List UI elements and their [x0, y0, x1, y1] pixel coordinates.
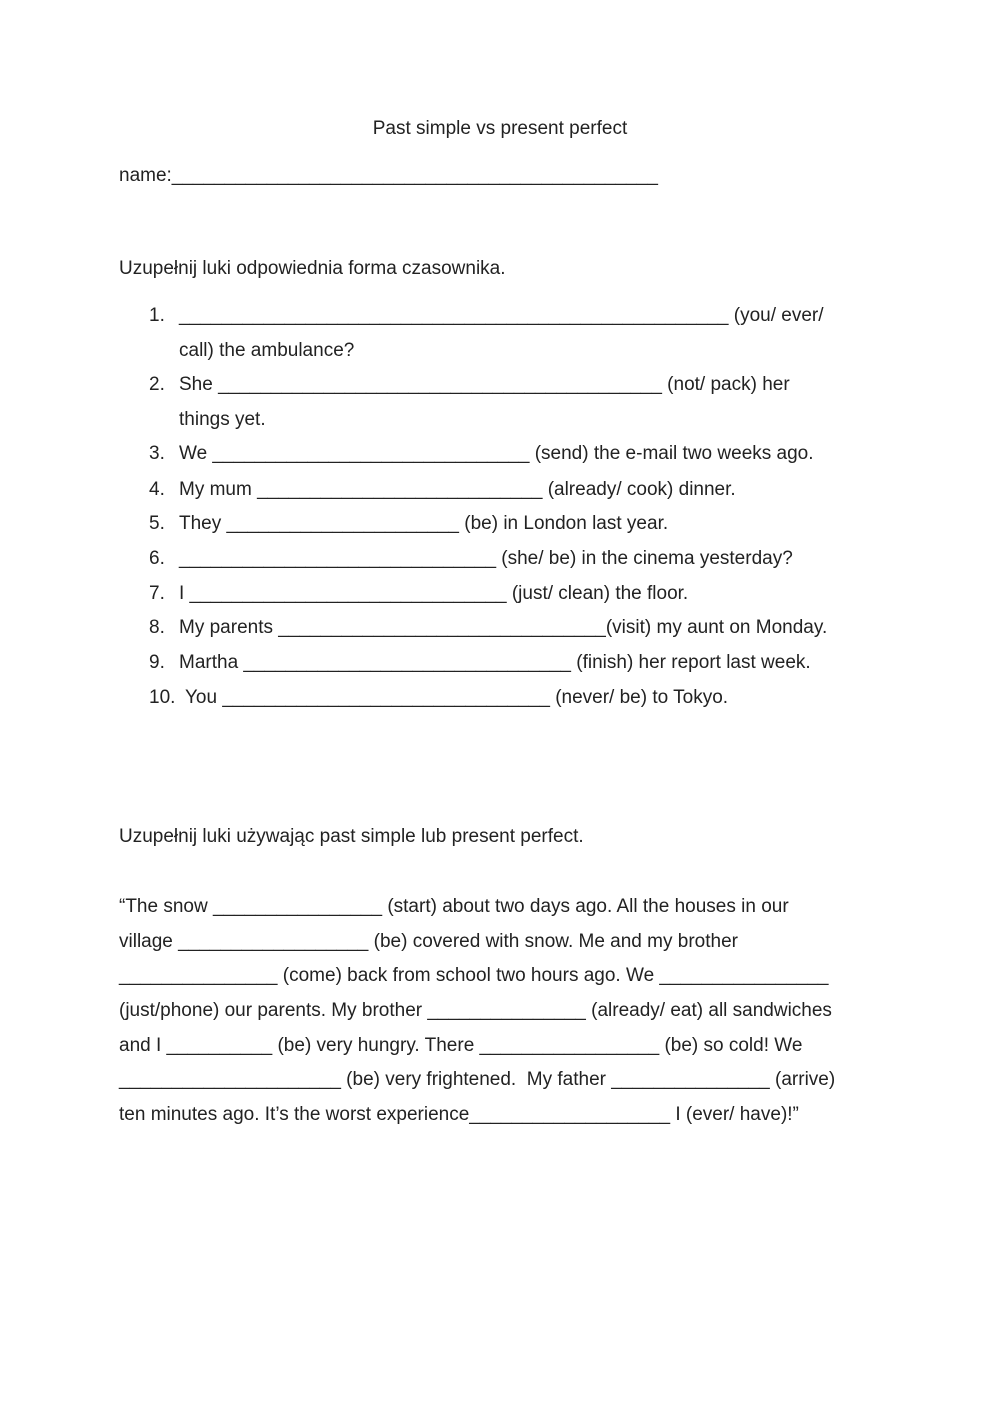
item-number: 1.	[149, 305, 165, 326]
exercise-item[interactable]: I ______________________________ (just/ clean) the floor.	[179, 583, 689, 604]
item-number: 2.	[149, 374, 165, 395]
paragraph-line[interactable]: “The snow ________________ (start) about two days ago. All the houses in our	[119, 896, 789, 917]
page-title: Past simple vs present perfect	[372, 118, 628, 139]
exercise-item[interactable]: My mum ___________________________ (already/ cook) dinner.	[179, 479, 736, 500]
exercise-item[interactable]: Martha _______________________________ (finish) her report last week.	[179, 652, 811, 673]
item-number: 8.	[149, 617, 165, 638]
exercise1-instruction: Uzupełnij luki odpowiednia forma czasownika.	[119, 258, 506, 279]
exercise-item[interactable]: My parents _______________________________(visit) my aunt on Monday.	[179, 617, 828, 638]
exercise-item-continuation: things yet.	[179, 409, 266, 430]
item-number: 4.	[149, 479, 165, 500]
paragraph-line[interactable]: village __________________ (be) covered with snow. Me and my brother	[119, 931, 738, 952]
name-field[interactable]: name:______________________________________________	[119, 165, 658, 186]
paragraph-line[interactable]: _____________________ (be) very frightened. My father _______________ (arrive)	[119, 1069, 836, 1090]
exercise-item[interactable]: ____________________________________________________ (you/ ever/	[179, 305, 824, 326]
exercise-item-continuation: call) the ambulance?	[179, 340, 355, 361]
item-number: 10.	[149, 687, 176, 708]
exercise2-instruction: Uzupełnij luki używając past simple lub present perfect.	[119, 826, 584, 847]
item-number: 9.	[149, 652, 165, 673]
item-number: 6.	[149, 548, 165, 569]
paragraph-line[interactable]: and I __________ (be) very hungry. There _________________ (be) so cold! We	[119, 1035, 803, 1056]
paragraph-line[interactable]: _______________ (come) back from school two hours ago. We ________________	[119, 965, 829, 986]
exercise-item[interactable]: She __________________________________________ (not/ pack) her	[179, 374, 790, 395]
exercise-item[interactable]: They ______________________ (be) in London last year.	[179, 513, 669, 534]
item-number: 5.	[149, 513, 165, 534]
paragraph-line[interactable]: (just/phone) our parents. My brother _______________ (already/ eat) all sandwiches	[119, 1000, 832, 1021]
exercise-item[interactable]: We ______________________________ (send) the e-mail two weeks ago.	[179, 443, 814, 464]
paragraph-line[interactable]: ten minutes ago. It’s the worst experience___________________ I (ever/ have)!”	[119, 1104, 799, 1125]
item-number: 3.	[149, 443, 165, 464]
item-number: 7.	[149, 583, 165, 604]
exercise-item[interactable]: You _______________________________ (never/ be) to Tokyo.	[185, 687, 729, 708]
exercise-item[interactable]: ______________________________ (she/ be) in the cinema yesterday?	[179, 548, 793, 569]
